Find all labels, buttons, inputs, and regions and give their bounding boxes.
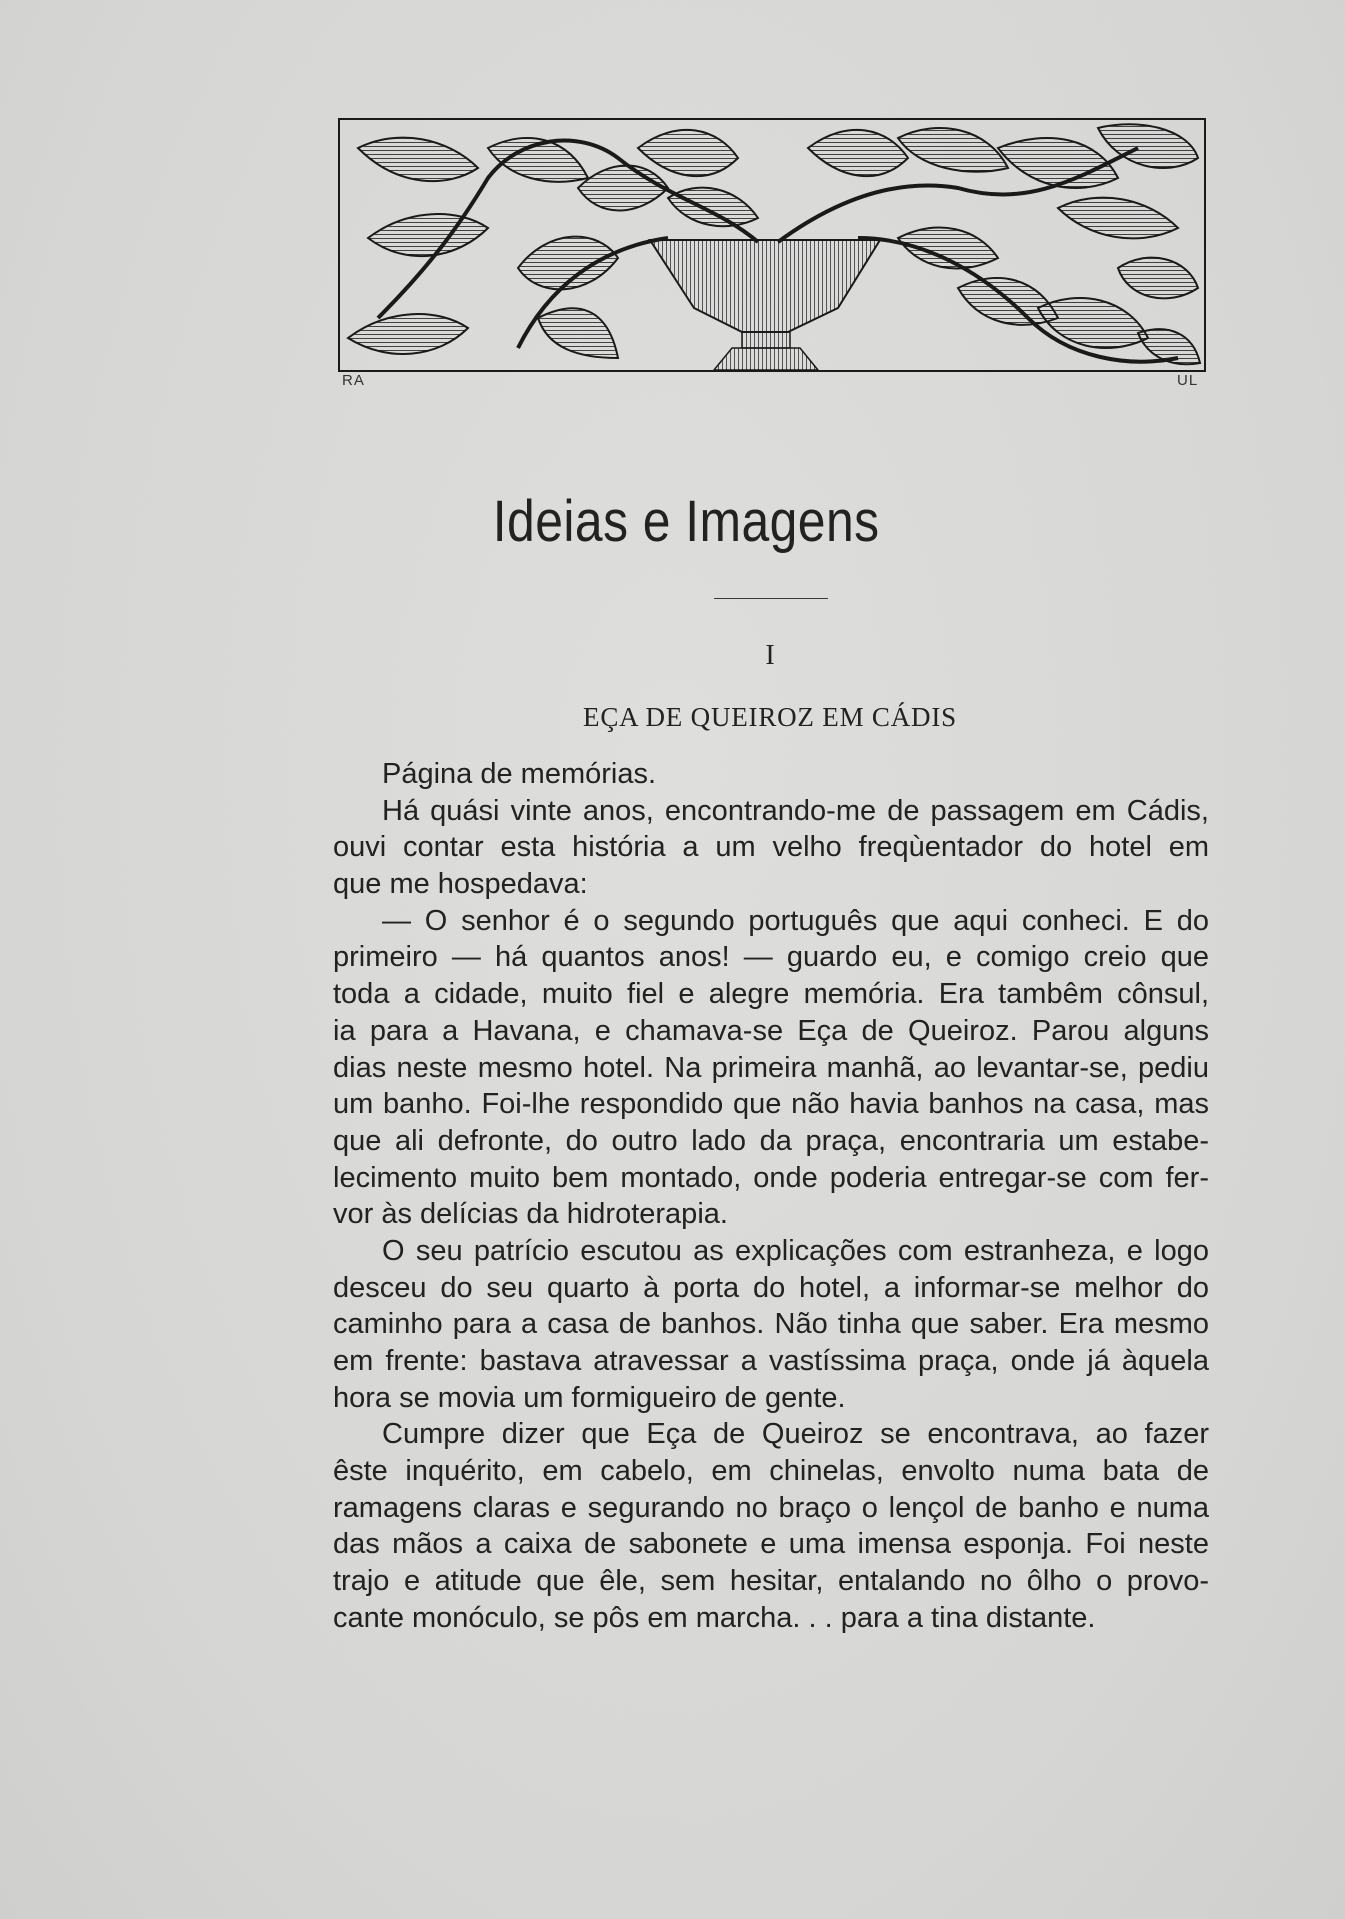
text-line: Página de memórias.: [382, 758, 657, 790]
illustrator-signature-right: UL: [1177, 372, 1199, 389]
title-divider: [714, 598, 828, 599]
text-line: um banho. Foi-lhe respondido que não havia banhos na casa, mas: [333, 1088, 1209, 1121]
text-line: lecimento muito bem montado, onde poderia entregar-se com fer-: [333, 1161, 1209, 1194]
page-title: Ideias e Imagens: [492, 489, 880, 554]
text-line: vor às delícias da hidroterapia.: [333, 1198, 728, 1231]
text-line: dias neste mesmo hotel. Na primeira manhã, ao levantar-se, pediu: [333, 1051, 1209, 1084]
text-line: Cumpre dizer que Eça de Queiroz se encontrava, ao fazer: [382, 1418, 1209, 1451]
text-line: primeiro — há quantos anos! — guardo eu, e comigo creio que: [333, 941, 1209, 974]
text-line: toda a cidade, muito fiel e alegre memória. Era tambêm cônsul,: [333, 978, 1209, 1011]
chapter-title: EÇA DE QUEIROZ EM CÁDIS: [583, 702, 957, 732]
text-line: das mãos a caixa de sabonete e uma imensa esponja. Foi neste: [333, 1528, 1209, 1561]
text-line: hora se movia um formigueiro de gente.: [333, 1381, 846, 1414]
text-line: cante monóculo, se pôs em marcha. . . para a tina distante.: [333, 1601, 1096, 1634]
text-line: ouvi contar esta história a um velho freqùentador do hotel em: [333, 831, 1209, 864]
text-line: O seu patrício escutou as explicações com estranheza, e logo: [382, 1234, 1209, 1267]
text-line: Há quási vinte anos, encontrando-me de passagem em Cádis,: [382, 794, 1209, 827]
text-line: — O senhor é o segundo português que aqui conheci. E do: [382, 904, 1209, 937]
text-line: caminho para a casa de banhos. Não tinha que saber. Era mesmo: [333, 1308, 1209, 1341]
text-line: trajo e atitude que êle, sem hesitar, entalando no ôlho o provo-: [333, 1565, 1209, 1598]
body-text: [333, 756, 1209, 1637]
chapter-number: I: [765, 640, 775, 671]
text-line: que ali defronte, do outro lado da praça, encontraria um estabe-: [333, 1124, 1209, 1157]
text-line: ia para a Havana, e chamava-se Eça de Queiroz. Parou alguns: [333, 1014, 1209, 1047]
illustrator-signature-left: RA: [342, 372, 365, 389]
text-line: desceu do seu quarto à porta do hotel, a informar-se melhor do: [333, 1271, 1209, 1304]
text-line: em frente: bastava atravessar a vastíssima praça, onde já àquela: [333, 1345, 1209, 1377]
text-line: ramagens claras e segurando no braço o lençol de banho e numa: [333, 1491, 1209, 1524]
text-line: que me hospedava:: [333, 868, 588, 901]
text-line: êste inquérito, em cabelo, em chinelas, envolto numa bata de: [333, 1455, 1209, 1488]
vase-foliage-ornament: [338, 118, 1206, 374]
